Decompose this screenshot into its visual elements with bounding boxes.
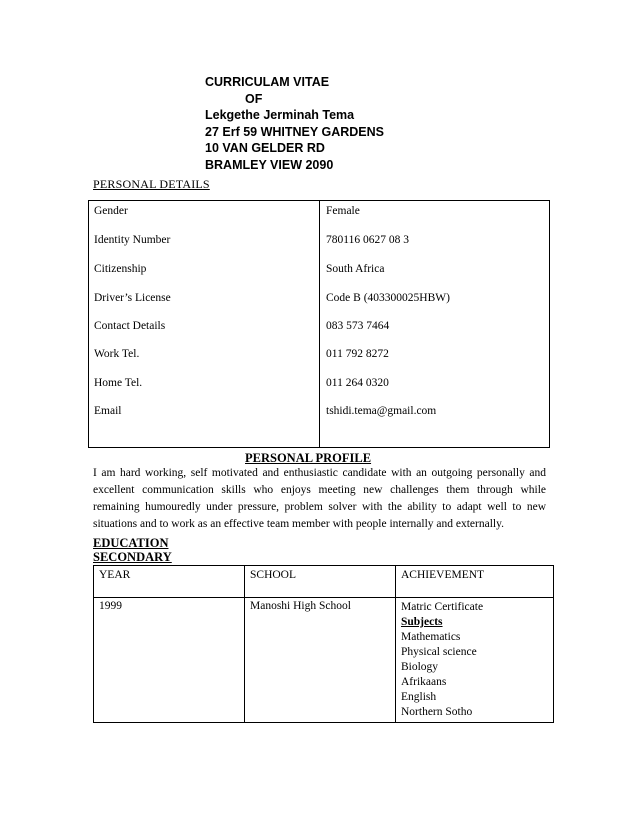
row-label: Email <box>94 405 122 417</box>
subjects-label: Subjects <box>401 616 443 628</box>
subject-item: Mathematics <box>401 631 461 643</box>
school-cell: Manoshi High School <box>245 598 396 723</box>
table-row <box>89 405 549 425</box>
row-label: Work Tel. <box>94 348 140 360</box>
personal-details-table <box>88 200 550 448</box>
table-row <box>89 205 549 225</box>
table-header-row <box>94 566 554 598</box>
column-header-achievement: ACHIEVEMENT <box>396 566 554 598</box>
row-label: Home Tel. <box>94 377 143 389</box>
row-value: 011 264 0320 <box>326 377 389 389</box>
row-label: Contact Details <box>94 320 166 332</box>
education-table <box>93 565 554 723</box>
table-row <box>89 234 549 254</box>
education-heading: EDUCATION <box>93 536 169 550</box>
subject-item: Biology <box>401 661 439 673</box>
cv-header <box>205 74 384 173</box>
row-value: South Africa <box>326 263 385 275</box>
row-label: Citizenship <box>94 263 147 275</box>
secondary-heading: SECONDARY <box>93 550 172 564</box>
candidate-name: Lekgethe Jerminah Tema <box>205 108 355 122</box>
table-row <box>89 263 549 283</box>
personal-profile-text: I am hard working, self motivated and enthusiastic candidate with an outgoing personally and excellent communication skills who enjoys meeting new challenges them through while remaining humouredly under pressure, problem solver with the ability to adapt well to new situations and to work as an effective team member with people internally and externally. <box>93 467 546 530</box>
table-row <box>89 292 549 312</box>
table-row <box>89 377 549 397</box>
table-row <box>89 320 549 340</box>
achievement-text: Matric Certificate <box>401 601 484 613</box>
row-label: Gender <box>94 205 128 217</box>
address-line-2: 10 VAN GELDER RD <box>205 141 325 155</box>
address-line-1: 27 Erf 59 WHITNEY GARDENS <box>205 124 384 139</box>
achievement-cell <box>396 598 554 723</box>
personal-details-heading: PERSONAL DETAILS <box>93 177 210 191</box>
row-value: 780116 0627 08 3 <box>326 234 409 246</box>
personal-profile-heading: PERSONAL PROFILE <box>245 451 372 465</box>
row-label: Identity Number <box>94 234 171 246</box>
table-row <box>89 348 549 368</box>
cv-of: OF <box>245 91 263 106</box>
year-cell: 1999 <box>94 598 245 723</box>
address-line-3: BRAMLEY VIEW 2090 <box>205 157 334 172</box>
column-header-school: SCHOOL <box>245 566 396 598</box>
subject-item: Physical science <box>401 646 477 658</box>
cv-title: CURRICULAM VITAE <box>205 75 330 89</box>
row-value: Code B (403300025HBW) <box>326 292 450 304</box>
subject-item: Northern Sotho <box>401 706 473 718</box>
row-value: Female <box>326 205 360 217</box>
subject-item: Afrikaans <box>401 676 447 688</box>
subject-item: English <box>401 691 437 703</box>
row-label: Driver’s License <box>94 292 171 304</box>
row-value: tshidi.tema@gmail.com <box>326 405 437 417</box>
column-header-year: YEAR <box>94 566 245 598</box>
table-row <box>94 598 554 723</box>
row-value: 083 573 7464 <box>326 320 390 332</box>
row-value: 011 792 8272 <box>326 348 389 360</box>
